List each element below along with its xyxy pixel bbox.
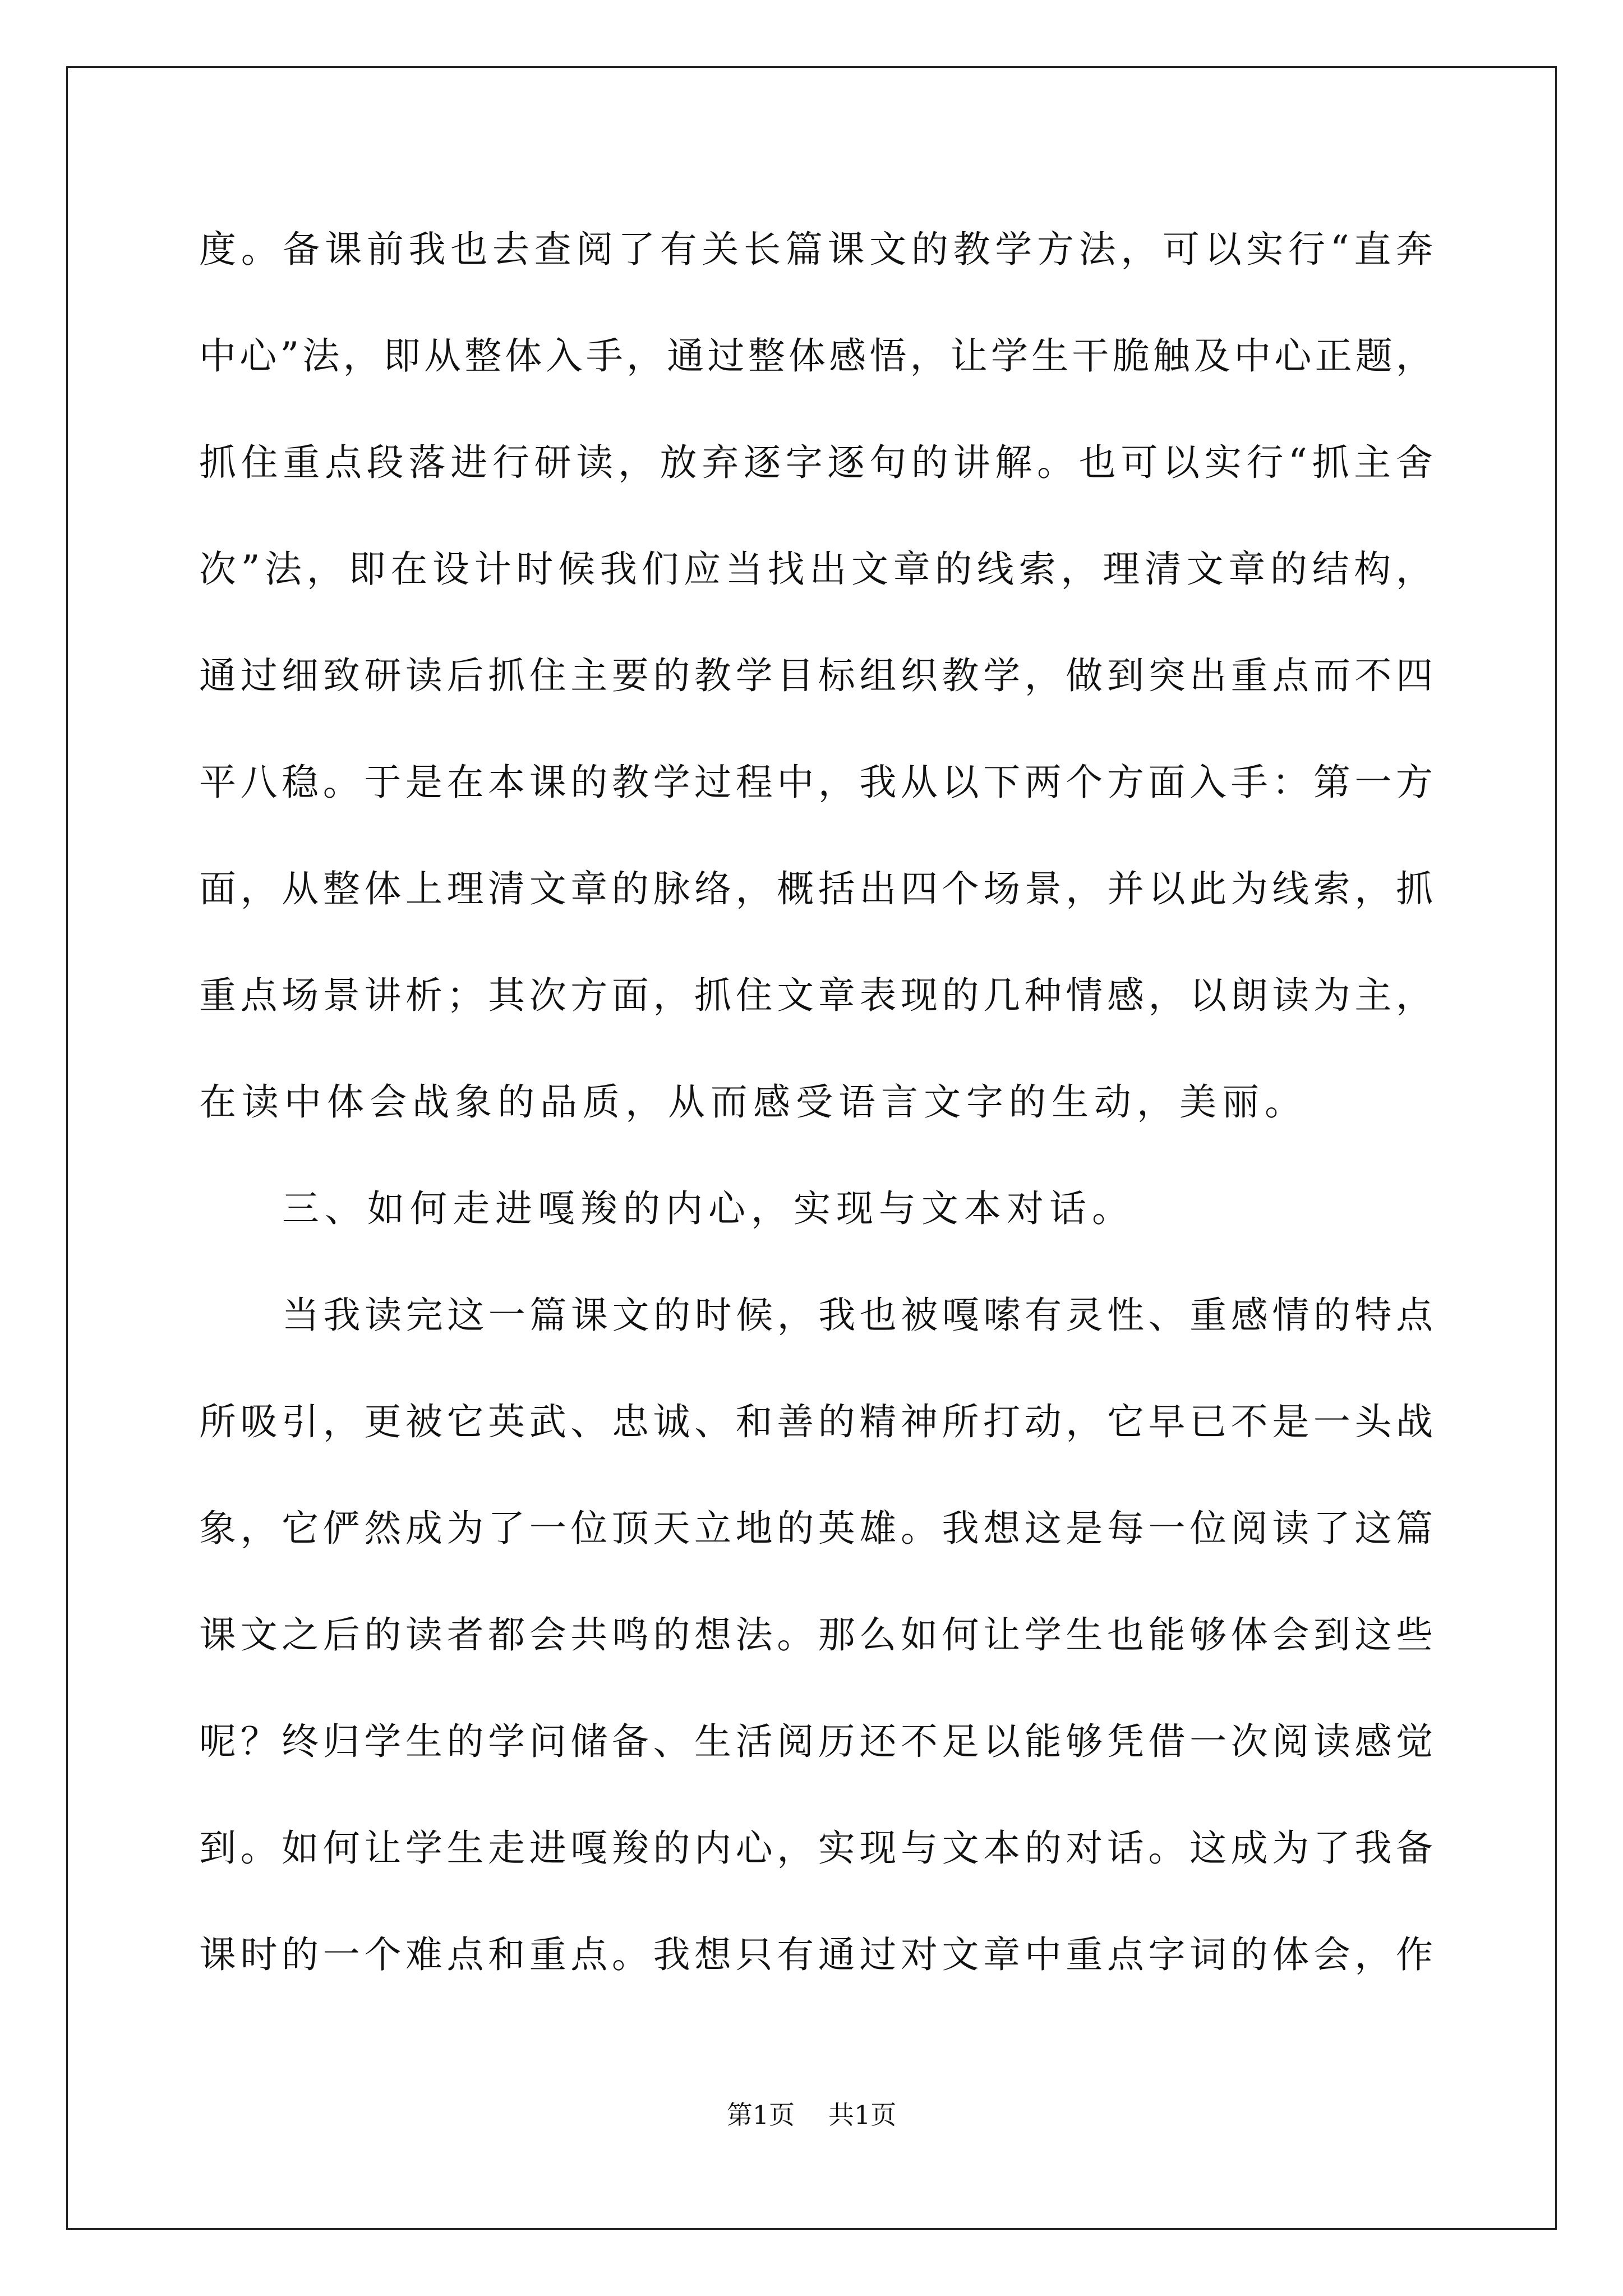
text-line: 平八稳。于是在本课的教学过程中，我从以下两个方面入手：第一方 [199, 761, 1433, 804]
text-line: 中心”法，即从整体入手，通过整体感悟，让学生干脆触及中心正题， [199, 334, 1433, 378]
text-line: 呢？终归学生的学问储备、生活阅历还不足以能够凭借一次阅读感觉 [199, 1720, 1433, 1763]
text-line: 到。如何让学生走进嘎羧的内心，实现与文本的对话。这成为了我备 [199, 1826, 1433, 1870]
page-number-current: 第1页 [726, 2100, 795, 2130]
text-line: 课文之后的读者都会共鸣的想法。那么如何让学生也能够体会到这些 [199, 1613, 1433, 1657]
text-line: 当我读完这一篇课文的时候，我也被嘎嗦有灵性、重感情的特点 [282, 1294, 1433, 1337]
text-line: 度。备课前我也去查阅了有关长篇课文的教学方法，可以实行“直奔 [199, 228, 1433, 271]
text-line: 在读中体会战象的品质，从而感受语言文字的生动，美丽。 [199, 1080, 1307, 1124]
page-number-total: 共1页 [828, 2100, 897, 2130]
document-body [199, 213, 1433, 2025]
text-line: 重点场景讲析；其次方面，抓住文章表现的几种情感，以朗读为主， [199, 974, 1433, 1017]
text-line: 抓住重点段落进行研读，放弃逐字逐句的讲解。也可以实行“抓主舍 [199, 441, 1433, 484]
text-line: 面，从整体上理清文章的脉络，概括出四个场景，并以此为线索，抓 [199, 867, 1433, 910]
text-line: 通过细致研读后抓住主要的教学目标组织教学，做到突出重点而不四 [199, 654, 1433, 697]
section-heading: 三、如何走进嘎羧的内心，实现与文本对话。 [282, 1187, 1135, 1230]
text-line: 次”法，即在设计时候我们应当找出文章的线索，理清文章的结构， [199, 547, 1433, 591]
text-line: 象，它俨然成为了一位顶天立地的英雄。我想这是每一位阅读了这篇 [199, 1507, 1433, 1550]
text-line: 课时的一个难点和重点。我想只有通过对文章中重点字词的体会，作 [199, 1933, 1433, 1976]
page-footer [0, 2098, 1623, 2132]
text-line: 所吸引，更被它英武、忠诚、和善的精神所打动，它早已不是一头战 [199, 1400, 1433, 1443]
